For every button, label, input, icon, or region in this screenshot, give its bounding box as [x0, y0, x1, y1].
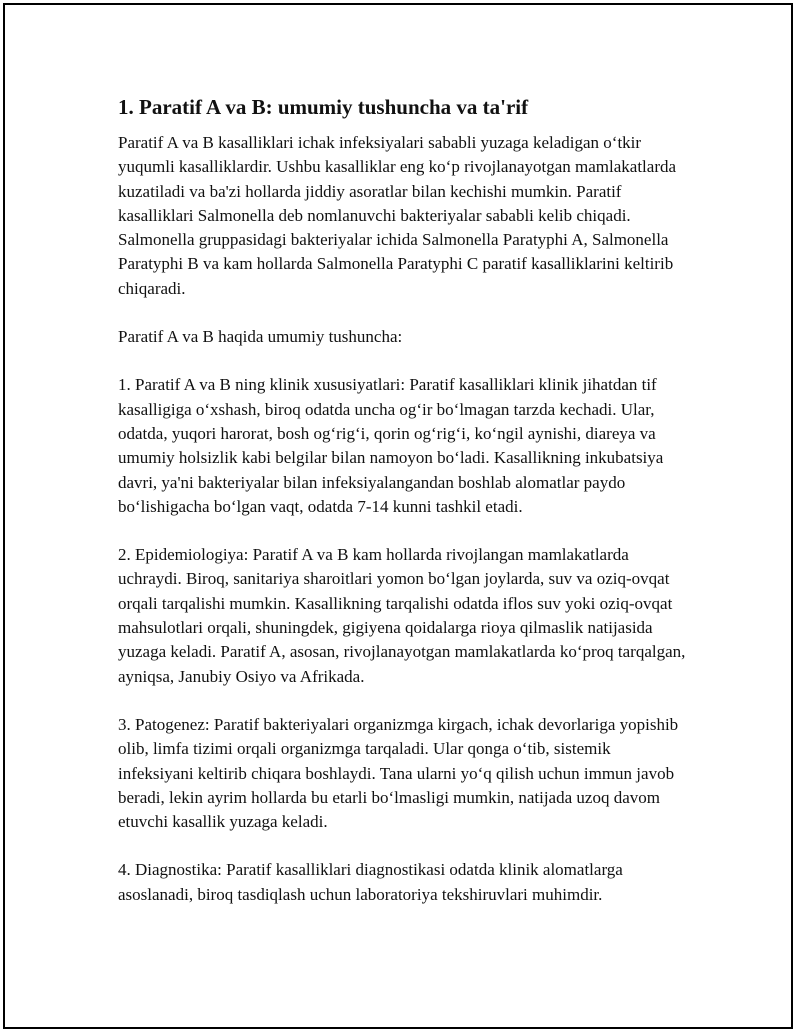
section-title: 1. Paratif A va B: umumiy tushuncha va ta'rif	[118, 95, 529, 119]
pathogenesis-paragraph: 3. Patogenez: Paratif bakteriyalari organizmga kirgach, ichak devorlariga yopishib olib, limfa tizimi orqali organizmga tarqaladi. Ular qonga o‘tib, sistemik infeksiyani keltirib chiqara boshlaydi. Tana ularni yo‘q qilish uchun immun javob beradi, lekin ayrim hollarda bu etarli bo‘lmasligi mumkin, natijada uzoq davom etuvchi kasallik yuzaga keladi.	[118, 714, 679, 832]
document-body	[118, 92, 688, 907]
diagnostics-paragraph: 4. Diagnostika: Paratif kasalliklari diagnostikasi odatda klinik alomatlarga asoslanadi, biroq tasdiqlash uchun laboratoriya tekshiruvlari muhimdir.	[118, 860, 623, 904]
intro-paragraph: Paratif A va B kasalliklari ichak infeksiyalari sababli yuzaga keladigan o‘tkir yuqumli kasalliklardir. Ushbu kasalliklar eng ko‘p rivojlanayotgan mamlakatlarda kuzatiladi va ba'zi hollarda jiddiy asoratlar bilan kechishi mumkin. Paratif kasalliklari Salmonella deb nomlanuvchi bakteriyalar sababli kelib chiqadi. Salmonella gruppasidagi bakteriyalar ichida Salmonella Paratyphi A, Salmonella Paratyphi B va kam hollarda Salmonella Paratyphi C paratif kasalliklarini keltirib chiqaradi.	[118, 133, 677, 298]
clinical-features-paragraph: 1. Paratif A va B ning klinik xususiyatlari: Paratif kasalliklari klinik jihatdan tif kasalligiga o‘xshash, biroq odatda uncha og‘ir bo‘lmagan tarzda kechadi. Ular, odatda, yuqori harorat, bosh og‘rig‘i, qorin og‘rig‘i, ko‘ngil aynishi, diareya va umumiy holsizlik kabi belgilar bilan namoyon bo‘ladi. Kasallikning inkubatsiya davri, ya'ni bakteriyalar bilan infeksiyalangandan boshlab alomatlar paydo bo‘lishigacha bo‘lgan vaqt, odatda 7-14 kunni tashkil etadi.	[118, 375, 664, 516]
overview-heading-paragraph: Paratif A va B haqida umumiy tushuncha:	[118, 327, 403, 347]
epidemiology-paragraph: 2. Epidemiologiya: Paratif A va B kam hollarda rivojlangan mamlakatlarda uchraydi. Biroq, sanitariya sharoitlari yomon bo‘lgan joylarda, suv va oziq-ovqat orqali tarqalishi mumkin. Kasallikning tarqalishi odatda iflos suv yoki oziq-ovqat mahsulotlari orqali, shuningdek, gigiyena qoidalarga rioya qilmaslik natijasida yuzaga keladi. Paratif A, asosan, rivojlanayotgan mamlakatlarda ko‘proq tarqalgan, ayniqsa, Janubiy Osiyo va Afrikada.	[118, 545, 686, 686]
